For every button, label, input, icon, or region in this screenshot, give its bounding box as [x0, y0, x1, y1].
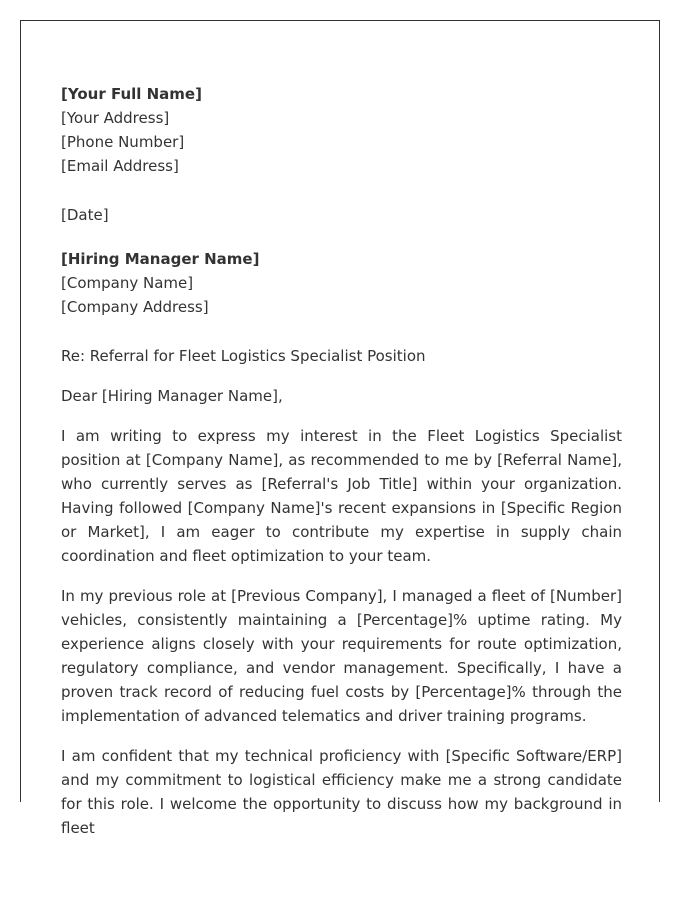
sender-phone: [Phone Number] [61, 133, 185, 151]
recipient-block [61, 247, 622, 319]
body-paragraph-3: I am confident that my technical proficiency with [Specific Software/ERP] and my commitment to logistical efficiency make me a strong candidate for this role. I welcome the opportunity to discuss how my background in fleet [61, 747, 622, 837]
letter-date: [Date] [61, 206, 109, 224]
letter-page [20, 20, 660, 837]
recipient-company: [Company Name] [61, 274, 194, 292]
recipient-name: [Hiring Manager Name] [61, 250, 260, 268]
sender-address: [Your Address] [61, 109, 170, 127]
salutation: Dear [Hiring Manager Name], [61, 387, 283, 405]
subject-line: Re: Referral for Fleet Logistics Specialist Position [61, 347, 426, 365]
sender-block [61, 82, 622, 178]
body-paragraph-2: In my previous role at [Previous Company], I managed a fleet of [Number] vehicles, consistently maintaining a [Percentage]% uptime rating. My experience aligns closely with your requirements for route optimization, regulatory compliance, and vendor management. Specifically, I have a proven track record of reducing fuel costs by [Percentage]% through the implementation of advanced telematics and driver training programs. [61, 587, 622, 725]
sender-name: [Your Full Name] [61, 85, 202, 103]
body-paragraph-1: I am writing to express my interest in the Fleet Logistics Specialist position at [Company Name], as recommended to me by [Referral Name], who currently serves as [Referral's Job Title] within your organization. Having followed [Company Name]'s recent expansions in [Specific Region or Market], I am eager to contribute my expertise in supply chain coordination and fleet optimization to your team. [61, 427, 622, 565]
sender-email: [Email Address] [61, 157, 179, 175]
recipient-address: [Company Address] [61, 298, 209, 316]
letter-content [61, 82, 622, 840]
